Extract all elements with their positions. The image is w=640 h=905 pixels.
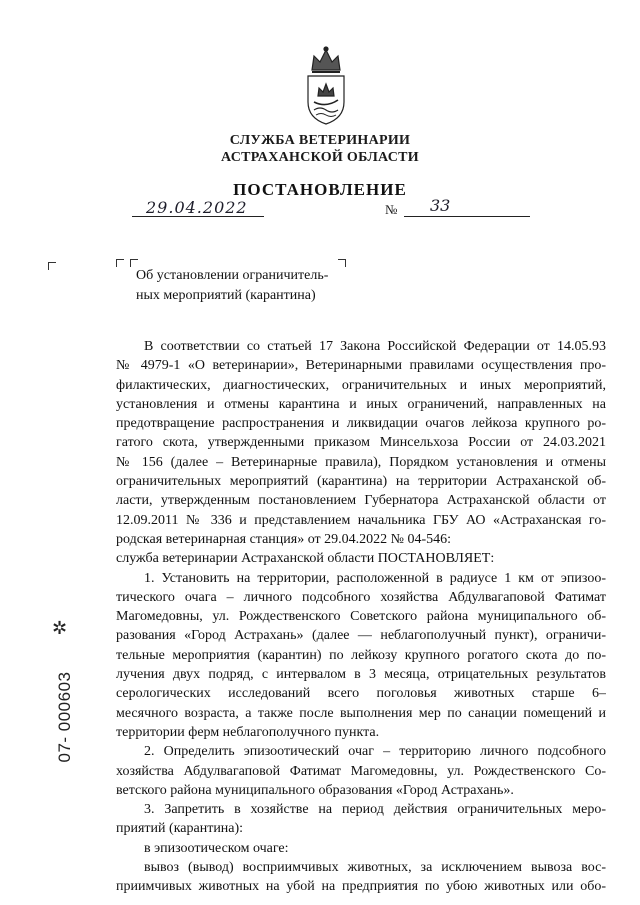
body-line: месячного возраста, а также после выполнения мер по санации помещений и [116, 705, 606, 721]
body-line: приятий (карантина): [116, 821, 244, 837]
margin-stamp-number [55, 662, 75, 772]
date-underline [132, 216, 264, 217]
body-line: хозяйства Абдулвагаповой Фатимат Магомедовны, ул. Рождественского Со- [116, 763, 606, 779]
body-line: серологических исследований всего поголовья животных старше 6– [116, 686, 606, 702]
document-subject [136, 266, 366, 306]
coat-of-arms-icon [300, 44, 352, 126]
body-line: территории ферм неблагополучного пункта. [116, 724, 380, 740]
body-line: 1. Установить на территории, расположенной в радиусе 1 км от эпизоо- [144, 570, 606, 586]
subject-line: ных мероприятий (карантина) [136, 288, 316, 303]
margin-corner-mark [48, 262, 56, 270]
document-body [116, 337, 606, 897]
body-line: 3. Запретить в хозяйстве на период действия ограничительных меро- [144, 802, 606, 818]
body-line: тического очага – личного подсобного хозяйства Абдулвагаповой Фатимат [116, 589, 606, 605]
body-line: гатого скота, утвержденными приказом Минсельхоза России от 24.03.2021 [116, 435, 606, 451]
body-line: вывоз (вывод) восприимчивых животных, за исключением вывоза вос- [144, 860, 606, 876]
body-line: предотвращение распространения и ликвидации очагов лейкоза крупного ро- [116, 416, 606, 432]
body-line: Магомедовны, ул. Рождественского Советского района муниципального об- [116, 609, 606, 625]
document-date: 29.04.2022 [146, 198, 248, 217]
body-line: разования «Город Астрахань» (далее — неблагополучный пункт), ограничи- [116, 628, 606, 644]
subject-line: Об установлении ограничитель- [136, 268, 329, 283]
body-line: № 4979-1 «О ветеринарии», Ветеринарными правилами осуществления про- [116, 358, 606, 374]
number-underline [404, 216, 530, 217]
body-line: служба ветеринарии Астраханской области ПОСТАНОВЛЯЕТ: [116, 551, 495, 567]
subject-corner-mark-left-outer [116, 259, 124, 267]
body-line: 12.09.2011 № 336 и представлением начальника ГБУ АО «Астраханская го- [116, 512, 606, 528]
number-label: № [385, 202, 398, 217]
stamp-number-text: 07- 000603 [55, 671, 74, 763]
body-line: лучения двух подряд, с интервалом в 3 месяца, отрицательных результатов [116, 667, 606, 683]
body-line: филактических, диагностических, ограничительных и иных мероприятий, [116, 377, 606, 393]
organization-name-line1: СЛУЖБА ВЕТЕРИНАРИИ [229, 133, 411, 148]
body-line: В соответствии со статьей 17 Закона Российской Федерации от 14.05.93 [144, 339, 606, 354]
document-type-title: ПОСТАНОВЛЕНИЕ [233, 180, 407, 199]
asterisk-mark-icon: ✲ [52, 618, 68, 638]
body-line: № 156 (далее – Ветеринарные правила), Порядком установления и отмены [116, 454, 606, 470]
body-line: тельные мероприятия (карантин) по лейкозу крупного рогатого скота до по- [116, 647, 606, 663]
organization-name-line2: АСТРАХАНСКОЙ ОБЛАСТИ [220, 150, 419, 165]
body-line: в эпизоотическом очаге: [144, 840, 289, 856]
body-line: ограничительных мероприятий (карантина) на территории Астраханской об- [116, 474, 606, 490]
body-line: 2. Определить эпизоотический очаг – территорию личного подсобного [144, 744, 606, 760]
body-line: ветского района муниципального образования «Город Астрахань». [116, 782, 514, 798]
document-number: 33 [430, 196, 451, 215]
body-line: родская ветеринарная станция» от 29.04.2022 № 04-546: [116, 531, 452, 547]
body-line: установления и отмены карантина и иных ограничений, направленных на [116, 396, 606, 412]
body-line: ласти, утвержденным постановлением Губернатора Астраханской области от [116, 493, 606, 509]
body-line: приимчивых животных на убой на предприятия по убою животных или обо- [116, 879, 606, 895]
